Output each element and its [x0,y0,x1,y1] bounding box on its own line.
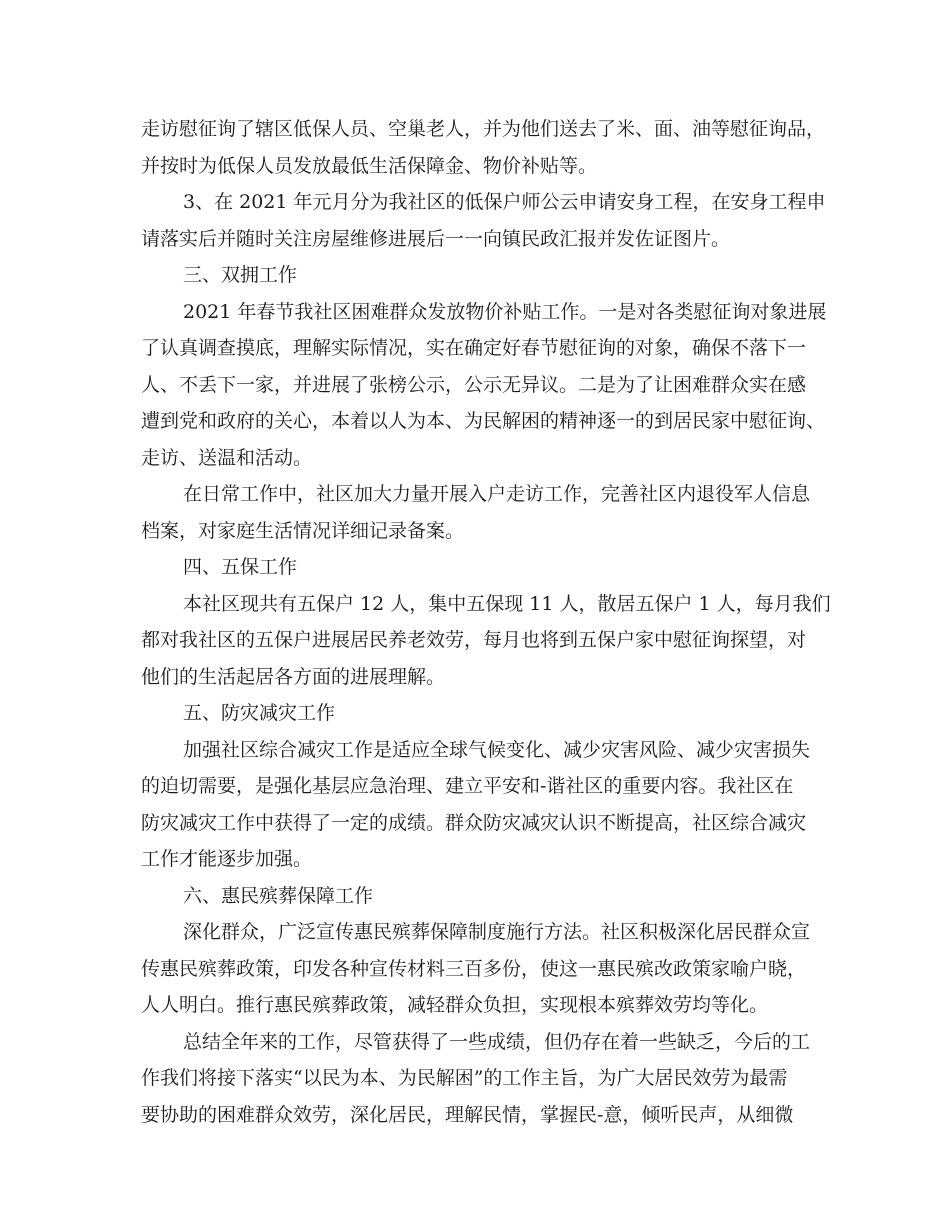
text-line: 的迫切需要，是强化基层应急治理、建立平安和-谐社区的重要内容。我社区在 [141,775,794,797]
text-line: 深化群众，广泛宣传惠民殡葬保障制度施行方法。社区积极深化居民群众宣 [183,921,811,943]
text-line: 传惠民殡葬政策，印发各种宣传材料三百多份，使这一惠民殡改政策家喻户晓， [141,957,807,980]
text-line: 走访、送温和活动。 [141,446,313,469]
text-line: 工作才能逐步加强。 [141,848,313,870]
text-line: 要协助的困难群众效劳，深化居民，理解民情，掌握民-意，倾听民声，从细微 [141,1103,794,1126]
text-line: 3、在 2021 年元月分为我社区的低保户师公云申请安身工程，在安身工程申 [183,191,826,213]
text-line: 都对我社区的五保户进展居民养老效劳，每月也将到五保户家中慰征询探望，对 [141,629,807,651]
text-line: 本社区现共有五保户 12 人，集中五保现 11 人，散居五保户 1 人，每月我们 [183,592,831,615]
text-line: 在日常工作中，社区加大力量开展入户走访工作，完善社区内退役军人信息 [183,483,811,505]
text-line: 档案，对家庭生活情况详细记录备案。 [141,519,465,542]
text-line: 请落实后并随时关注房屋维修进展后一一向镇民政汇报并发佐证图片。 [141,227,731,250]
text-line: 总结全年来的工作，尽管获得了一些成绩，但仍存在着一些缺乏，今后的工 [183,1030,811,1053]
text-line: 遭到党和政府的关心，本着以人为本、为民解困的精神逐一的到居民家中慰征询、 [141,410,826,432]
text-line: 四、五保工作 [183,556,298,578]
text-line: 五、防灾减灾工作 [183,702,336,724]
text-line: 了认真调查摸底，理解实际情况，实在确定好春节慰征询的对象，确保不落下一 [141,337,807,359]
text-line: 他们的生活起居各方面的进展理解。 [141,665,446,688]
text-line: 2021 年春节我社区困难群众发放物价补贴工作。一是对各类慰征询对象进展 [183,300,827,323]
text-line: 六、惠民殡葬保障工作 [183,884,374,907]
text-line: 防灾减灾工作中获得了一定的成绩。群众防灾减灾认识不断提高，社区综合减灾 [141,811,807,834]
text-line: 走访慰征询了辖区低保人员、空巢老人，并为他们送去了米、面、油等慰征询品， [141,118,826,140]
text-line: 加强社区综合减灾工作是适应全球气候变化、减少灾害风险、减少灾害损失 [183,738,811,761]
document-body [141,111,831,1133]
text-line: 三、双拥工作 [183,264,298,286]
text-line: 人人明白。推行惠民殡葬政策，减轻群众负担，实现根本殡葬效劳均等化。 [141,994,769,1016]
text-line: 并按时为低保人员发放最低生活保障金、物价补贴等。 [141,154,598,177]
text-line: 人、不丢下一家，并进展了张榜公示，公示无异议。二是为了让困难群众实在感 [141,373,807,396]
text-line: 作我们将接下落实“以民为本、为民解困”的工作主旨，为广大居民效劳为最需 [141,1067,788,1089]
